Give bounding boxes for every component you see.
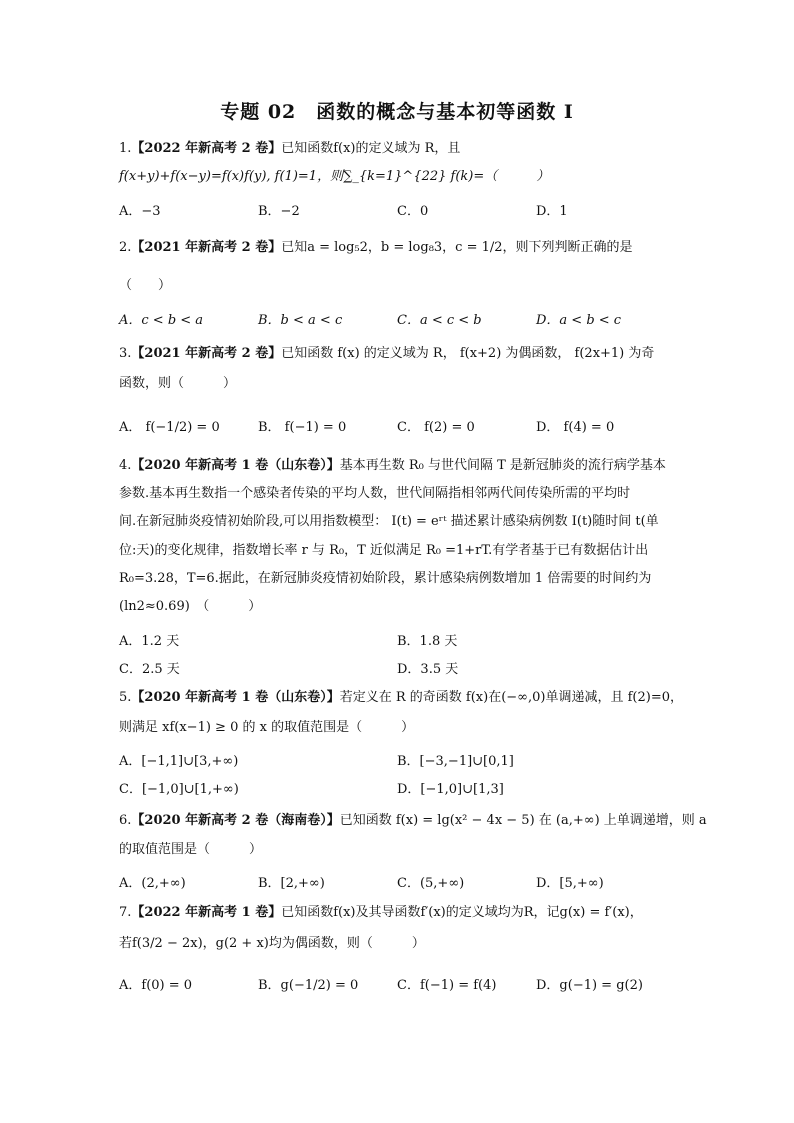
question-1-line-2: f(x+y)+f(x−y)=f(x)f(y), f(1)=1，则∑_{k=1}^{22} f(k)=（ ） — [119, 169, 550, 184]
question-text: 已知函数f(x)的定义域为 R，且 — [281, 141, 461, 156]
question-source: 【2021 年新高考 2 卷】 — [131, 346, 282, 361]
question-3-line-1 — [119, 344, 654, 364]
question-1-line-1 — [119, 139, 460, 159]
question-5-option-b: B．[−3,−1]∪[0,1] — [397, 754, 514, 769]
question-text: 已知函数 f(x) 的定义域为 R， f(x+2) 为偶函数， f(2x+1) 为奇 — [281, 346, 655, 361]
question-6-option-a: A．(2,+∞) — [119, 876, 186, 891]
question-text: 若定义在 R 的奇函数 f(x)在(−∞,0)单调递减，且 f(2)=0， — [339, 690, 683, 705]
question-source: 【2020 年新高考 2 卷（海南卷）】 — [131, 813, 340, 828]
question-3-line-2: 函数，则（ ） — [119, 376, 237, 391]
question-5-option-d: D．[−1,0]∪[1,3] — [397, 782, 504, 797]
question-number: 2. — [119, 240, 132, 255]
question-4-line-6: (ln2≈0.69) （ ） — [119, 599, 262, 614]
question-6-option-c: C．(5,+∞) — [397, 876, 465, 891]
question-5-option-c: C．[−1,0]∪[1,+∞) — [119, 782, 239, 797]
question-source: 【2021 年新高考 2 卷】 — [131, 240, 282, 255]
question-source: 【2020 年新高考 1 卷（山东卷）】 — [131, 458, 340, 473]
question-2-option-d: D．a < b < c — [536, 313, 622, 328]
question-1-option-a: A．−3 — [119, 204, 161, 219]
question-7-option-b: B．g(−1/2) = 0 — [258, 978, 359, 993]
question-6-line-1 — [119, 811, 707, 831]
question-text: 已知函数 f(x) = lg(x² − 4x − 5) 在 (a,+∞) 上单调递增，则 a — [339, 813, 707, 828]
question-2-option-c: C．a < c < b — [397, 313, 482, 328]
question-4-option-b: B．1.8 天 — [397, 634, 458, 649]
question-7-option-a: A．f(0) = 0 — [119, 978, 193, 993]
question-4-line-3: 间.在新冠肺炎疫情初始阶段,可以用指数模型： I(t) = eʳᵗ 描述累计感染病例数 I(t)随时间 t(单 — [119, 514, 659, 529]
question-3-option-b: B． f(−1) = 0 — [258, 420, 347, 435]
question-4-line-4: 位:天)的变化规律，指数增长率 r 与 R₀，T 近似满足 R₀ =1+rT.有学者基于已有数据估计出 — [119, 543, 649, 558]
question-source: 【2020 年新高考 1 卷（山东卷）】 — [131, 690, 340, 705]
question-number: 7. — [119, 905, 132, 920]
question-2-line-2: （ ） — [119, 278, 172, 293]
question-source: 【2022 年新高考 1 卷】 — [131, 905, 282, 920]
question-text: 基本再生数 R₀ 与世代间隔 T 是新冠肺炎的流行病学基本 — [339, 458, 666, 473]
question-source: 【2022 年新高考 2 卷】 — [131, 141, 282, 156]
question-2-line-1 — [119, 238, 633, 258]
question-2-option-a: A．c < b < a — [119, 313, 204, 328]
question-6-option-b: B．[2,+∞) — [258, 876, 325, 891]
question-1-option-d: D．1 — [536, 204, 568, 219]
question-text: 已知函数f(x)及其导函数f′(x)的定义域均为R，记g(x) = f′(x)， — [281, 905, 643, 920]
question-1-option-b: B．−2 — [258, 204, 300, 219]
question-5-line-2: 则满足 xf(x−1) ≥ 0 的 x 的取值范围是（ ） — [119, 720, 415, 735]
question-5-option-a: A．[−1,1]∪[3,+∞) — [119, 754, 239, 769]
question-7-option-c: C．f(−1) = f(4) — [397, 978, 497, 993]
question-number: 3. — [119, 346, 132, 361]
question-6-line-2: 的取值范围是（ ） — [119, 842, 263, 857]
question-number: 1. — [119, 141, 132, 156]
question-4-option-d: D．3.5 天 — [397, 662, 459, 677]
question-4-line-1 — [119, 456, 666, 476]
question-2-option-b: B．b < a < c — [258, 313, 343, 328]
question-4-option-c: C．2.5 天 — [119, 662, 180, 677]
question-3-option-a: A． f(−1/2) = 0 — [119, 420, 220, 435]
question-3-option-d: D． f(4) = 0 — [536, 420, 615, 435]
question-5-line-1 — [119, 688, 683, 708]
question-7-option-d: D．g(−1) = g(2) — [536, 978, 643, 993]
question-4-line-5: R₀=3.28，T=6.据此，在新冠肺炎疫情初始阶段，累计感染病例数增加 1 倍需要的时间约为 — [119, 571, 652, 586]
question-7-line-2: 若f(3/2 − 2x)，g(2 + x)均为偶函数，则（ ） — [119, 936, 425, 951]
question-3-option-c: C． f(2) = 0 — [397, 420, 475, 435]
question-number: 6. — [119, 813, 132, 828]
page-title: 专题 02 函数的概念与基本初等函数 Ⅰ — [220, 101, 574, 123]
question-1-option-c: C．0 — [397, 204, 429, 219]
question-text: 已知a = log₅2，b = log₈3，c = 1/2，则下列判断正确的是 — [281, 240, 633, 255]
question-4-line-2: 参数.基本再生数指一个感染者传染的平均人数，世代间隔指相邻两代间传染所需的平均时 — [119, 486, 631, 501]
question-4-option-a: A．1.2 天 — [119, 634, 180, 649]
question-6-option-d: D．[5,+∞) — [536, 876, 604, 891]
question-7-line-1 — [119, 903, 643, 923]
question-number: 5. — [119, 690, 132, 705]
question-number: 4. — [119, 458, 132, 473]
